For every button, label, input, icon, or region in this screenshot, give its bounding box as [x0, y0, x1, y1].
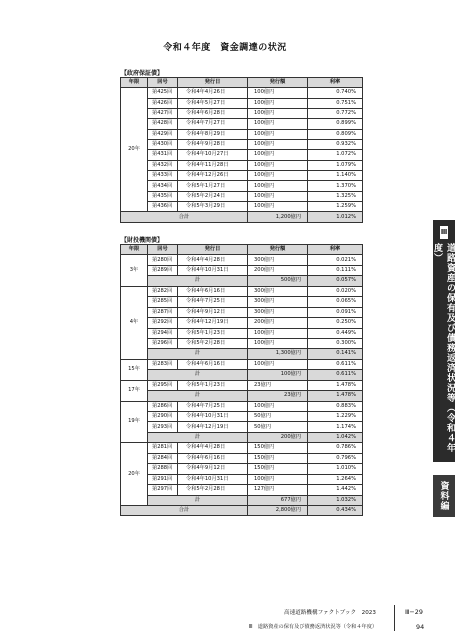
table-cell: 第436回: [148, 202, 178, 212]
table-cell: 0.111%: [308, 265, 363, 275]
table-cell: 0.611%: [308, 359, 363, 369]
footer-chapter-title: Ⅲ 道路資産の保有及び債務返済状況等（令和４年度）: [249, 624, 378, 630]
table-cell: 令和4年4月28日: [178, 255, 248, 265]
table-row: [121, 191, 363, 201]
table-cell: 300億円: [248, 255, 308, 265]
table-cell: 第280回: [148, 255, 178, 265]
table-cell: 第282回: [148, 286, 178, 296]
table-row: [121, 328, 363, 338]
subtotal-row: [121, 370, 363, 380]
table-row: [121, 255, 363, 265]
table-row: [121, 412, 363, 422]
column-header: 利率: [308, 245, 363, 255]
column-header: 回号: [148, 78, 178, 88]
subtotal-row: [121, 391, 363, 401]
table-row: [121, 265, 363, 275]
table-cell: 令和4年7月27日: [178, 119, 248, 129]
table-cell: 1.264%: [308, 474, 363, 484]
table-row: [121, 359, 363, 369]
table-cell: 令和4年8月29日: [178, 129, 248, 139]
table-row: [121, 171, 363, 181]
table-cell: 1.259%: [308, 202, 363, 212]
fiscal-bonds-table: [120, 244, 363, 516]
column-header: 発行日: [178, 245, 248, 255]
chapter-side-tab: [433, 220, 455, 462]
table-cell: 令和5年1月27日: [178, 181, 248, 191]
table-cell: 1.010%: [308, 464, 363, 474]
subtotal-label: 計: [148, 391, 248, 401]
table-cell: 令和4年7月25日: [178, 297, 248, 307]
table-cell: 令和4年11月28日: [178, 160, 248, 170]
table-cell: 100億円: [248, 140, 308, 150]
total-amount: 2,800億円: [248, 505, 308, 515]
column-header: 年限: [121, 245, 148, 255]
column-header: 回号: [148, 245, 178, 255]
subtotal-row: [121, 495, 363, 505]
total-label: 合計: [121, 505, 248, 515]
government-bonds-table: [120, 77, 363, 223]
subtotal-label: 計: [148, 349, 248, 359]
table-cell: 令和4年7月25日: [178, 401, 248, 411]
table-row: [121, 181, 363, 191]
table-cell: 第292回: [148, 318, 178, 328]
table-cell: 0.772%: [308, 109, 363, 119]
subtotal-label: 計: [148, 370, 248, 380]
table-cell: 150億円: [248, 464, 308, 474]
table-cell: 100億円: [248, 328, 308, 338]
subtotal-amount: 100億円: [248, 370, 308, 380]
subtotal-amount: 1,300億円: [248, 349, 308, 359]
subtotal-rate: 0.611%: [308, 370, 363, 380]
table-row: [121, 380, 363, 390]
table-cell: 300億円: [248, 286, 308, 296]
table-cell: 1.325%: [308, 191, 363, 201]
table-cell: 100億円: [248, 119, 308, 129]
table-cell: 127億円: [248, 485, 308, 495]
table-cell: 第281回: [148, 443, 178, 453]
table-cell: 100億円: [248, 150, 308, 160]
table-cell: 0.932%: [308, 140, 363, 150]
table-row: [121, 129, 363, 139]
table-cell: 100億円: [248, 160, 308, 170]
table-cell: 令和4年9月12日: [178, 464, 248, 474]
subtotal-label: 計: [148, 276, 248, 286]
table-cell: 第290回: [148, 412, 178, 422]
table-cell: 第426回: [148, 98, 178, 108]
table-cell: 100億円: [248, 359, 308, 369]
column-header: 発行額: [248, 245, 308, 255]
table-row: [121, 464, 363, 474]
table-cell: 0.021%: [308, 255, 363, 265]
column-header: 発行日: [178, 78, 248, 88]
table-cell: 100億円: [248, 191, 308, 201]
footer-divider: [394, 605, 395, 631]
column-header: 年限: [121, 78, 148, 88]
subtotal-amount: 500億円: [248, 276, 308, 286]
table-row: [121, 453, 363, 463]
table-cell: 1.174%: [308, 422, 363, 432]
table-cell: 150億円: [248, 453, 308, 463]
table-cell: 第435回: [148, 191, 178, 201]
table-cell: 令和4年6月16日: [178, 453, 248, 463]
year-cell: 19年: [121, 401, 148, 443]
table-cell: 令和4年4月28日: [178, 443, 248, 453]
table-cell: 0.300%: [308, 338, 363, 348]
appendix-side-tab: 資料編: [433, 475, 455, 517]
footer-page-number: 94: [416, 623, 425, 631]
table-cell: 第294回: [148, 328, 178, 338]
table-cell: 令和4年4月26日: [178, 88, 248, 98]
subtotal-row: [121, 276, 363, 286]
table-cell: 第429回: [148, 129, 178, 139]
subtotal-label: 計: [148, 495, 248, 505]
table-header-row: [121, 245, 363, 255]
table-cell: 0.751%: [308, 98, 363, 108]
table-cell: 第433回: [148, 171, 178, 181]
table-cell: 100億円: [248, 338, 308, 348]
table-cell: 第296回: [148, 338, 178, 348]
table-cell: 0.250%: [308, 318, 363, 328]
table-row: [121, 297, 363, 307]
table-cell: 200億円: [248, 318, 308, 328]
table-cell: 令和5年1月23日: [178, 380, 248, 390]
table-row: [121, 422, 363, 432]
total-rate: 1.012%: [308, 212, 363, 222]
table-cell: 0.899%: [308, 119, 363, 129]
subtotal-rate: 0.141%: [308, 349, 363, 359]
table-cell: 第432回: [148, 160, 178, 170]
table-cell: 100億円: [248, 474, 308, 484]
table-row: [121, 485, 363, 495]
total-label: 合計: [121, 212, 248, 222]
footer-book-title: 高速道路機構ファクトブック 2023: [284, 610, 376, 616]
table-cell: 23億円: [248, 380, 308, 390]
column-header: 発行額: [248, 78, 308, 88]
table-row: [121, 318, 363, 328]
subtotal-rate: 1.478%: [308, 391, 363, 401]
table-cell: 1.478%: [308, 380, 363, 390]
table-row: [121, 119, 363, 129]
year-cell: 4年: [121, 286, 148, 359]
subtotal-amount: 23億円: [248, 391, 308, 401]
table-row: [121, 109, 363, 119]
table-cell: 第297回: [148, 485, 178, 495]
table-cell: 100億円: [248, 98, 308, 108]
column-header: 利率: [308, 78, 363, 88]
table-row: [121, 150, 363, 160]
chapter-number: Ⅲ: [440, 228, 448, 237]
year-cell: 20年: [121, 88, 148, 212]
subtotal-rate: 1.042%: [308, 432, 363, 442]
subtotal-rate: 0.057%: [308, 276, 363, 286]
table-cell: 1.140%: [308, 171, 363, 181]
table-cell: 1.072%: [308, 150, 363, 160]
year-cell: 20年: [121, 443, 148, 506]
subtotal-amount: 200億円: [248, 432, 308, 442]
table-cell: 0.809%: [308, 129, 363, 139]
table-cell: 令和4年9月12日: [178, 307, 248, 317]
table-cell: 令和4年12月19日: [178, 318, 248, 328]
table-cell: 50億円: [248, 412, 308, 422]
table-header-row: [121, 78, 363, 88]
footer-section-page: Ⅲ−29: [405, 608, 423, 616]
table-row: [121, 286, 363, 296]
table-cell: 1.079%: [308, 160, 363, 170]
table-row: [121, 401, 363, 411]
table-cell: 100億円: [248, 401, 308, 411]
section-label-fiscal-bonds: 【財投機関債】: [121, 237, 164, 244]
year-cell: 17年: [121, 380, 148, 401]
table-row: [121, 88, 363, 98]
table-cell: 令和4年5月27日: [178, 98, 248, 108]
table-row: [121, 202, 363, 212]
table-cell: 100億円: [248, 88, 308, 98]
table-cell: 1.229%: [308, 412, 363, 422]
table-cell: 令和4年9月28日: [178, 140, 248, 150]
table-cell: 第434回: [148, 181, 178, 191]
table-cell: 第289回: [148, 265, 178, 275]
table-cell: 第425回: [148, 88, 178, 98]
table-cell: 第287回: [148, 307, 178, 317]
table-cell: 100億円: [248, 171, 308, 181]
table-cell: 令和4年10月27日: [178, 150, 248, 160]
table-cell: 第291回: [148, 474, 178, 484]
table-cell: 300億円: [248, 307, 308, 317]
table-cell: 令和4年6月16日: [178, 286, 248, 296]
table-cell: 0.449%: [308, 328, 363, 338]
table-cell: 令和4年6月16日: [178, 359, 248, 369]
table-cell: 0.065%: [308, 297, 363, 307]
table-cell: 第293回: [148, 422, 178, 432]
table-row: [121, 98, 363, 108]
table-cell: 令和5年2月28日: [178, 338, 248, 348]
table-cell: 第283回: [148, 359, 178, 369]
section-label-government-bonds: 【政府保証債】: [121, 70, 164, 77]
table-cell: 200億円: [248, 265, 308, 275]
table-row: [121, 443, 363, 453]
table-cell: 300億円: [248, 297, 308, 307]
table-cell: 令和5年2月28日: [178, 485, 248, 495]
table-row: [121, 160, 363, 170]
table-cell: 令和4年12月19日: [178, 422, 248, 432]
table-cell: 150億円: [248, 443, 308, 453]
table-cell: 第427回: [148, 109, 178, 119]
subtotal-rate: 1.032%: [308, 495, 363, 505]
table-cell: 令和4年10月31日: [178, 474, 248, 484]
table-cell: 0.883%: [308, 401, 363, 411]
table-cell: 1.442%: [308, 485, 363, 495]
table-cell: 1.370%: [308, 181, 363, 191]
table-cell: 100億円: [248, 181, 308, 191]
table-cell: 0.786%: [308, 443, 363, 453]
table-cell: 第431回: [148, 150, 178, 160]
table-cell: 令和5年1月23日: [178, 328, 248, 338]
table-cell: 第284回: [148, 453, 178, 463]
subtotal-row: [121, 432, 363, 442]
subtotal-label: 計: [148, 432, 248, 442]
table-cell: 令和4年12月26日: [178, 171, 248, 181]
table-cell: 第285回: [148, 297, 178, 307]
table-cell: 0.020%: [308, 286, 363, 296]
table-cell: 0.740%: [308, 88, 363, 98]
table-cell: 0.796%: [308, 453, 363, 463]
subtotal-amount: 677億円: [248, 495, 308, 505]
chapter-title: 道路資産の保有及び債務返済状況等（令和４年度）: [432, 243, 455, 453]
table-cell: 令和5年2月24日: [178, 191, 248, 201]
table-row: [121, 307, 363, 317]
table-row: [121, 474, 363, 484]
table-cell: 第430回: [148, 140, 178, 150]
table-cell: 令和4年6月28日: [178, 109, 248, 119]
table-cell: 100億円: [248, 202, 308, 212]
table-row: [121, 338, 363, 348]
table-cell: 第428回: [148, 119, 178, 129]
total-row: [121, 505, 363, 515]
table-cell: 令和4年10月31日: [178, 412, 248, 422]
total-row: [121, 212, 363, 222]
total-rate: 0.434%: [308, 505, 363, 515]
table-cell: 0.091%: [308, 307, 363, 317]
subtotal-row: [121, 349, 363, 359]
total-amount: 1,200億円: [248, 212, 308, 222]
year-cell: 15年: [121, 359, 148, 380]
table-cell: 第295回: [148, 380, 178, 390]
year-cell: 3年: [121, 255, 148, 286]
table-cell: 令和5年3月29日: [178, 202, 248, 212]
table-cell: 令和4年10月31日: [178, 265, 248, 275]
table-cell: 第288回: [148, 464, 178, 474]
table-cell: 第286回: [148, 401, 178, 411]
page-title: 令和４年度 資金調達の状況: [163, 43, 287, 53]
table-cell: 100億円: [248, 129, 308, 139]
table-cell: 50億円: [248, 422, 308, 432]
table-row: [121, 140, 363, 150]
table-cell: 100億円: [248, 109, 308, 119]
